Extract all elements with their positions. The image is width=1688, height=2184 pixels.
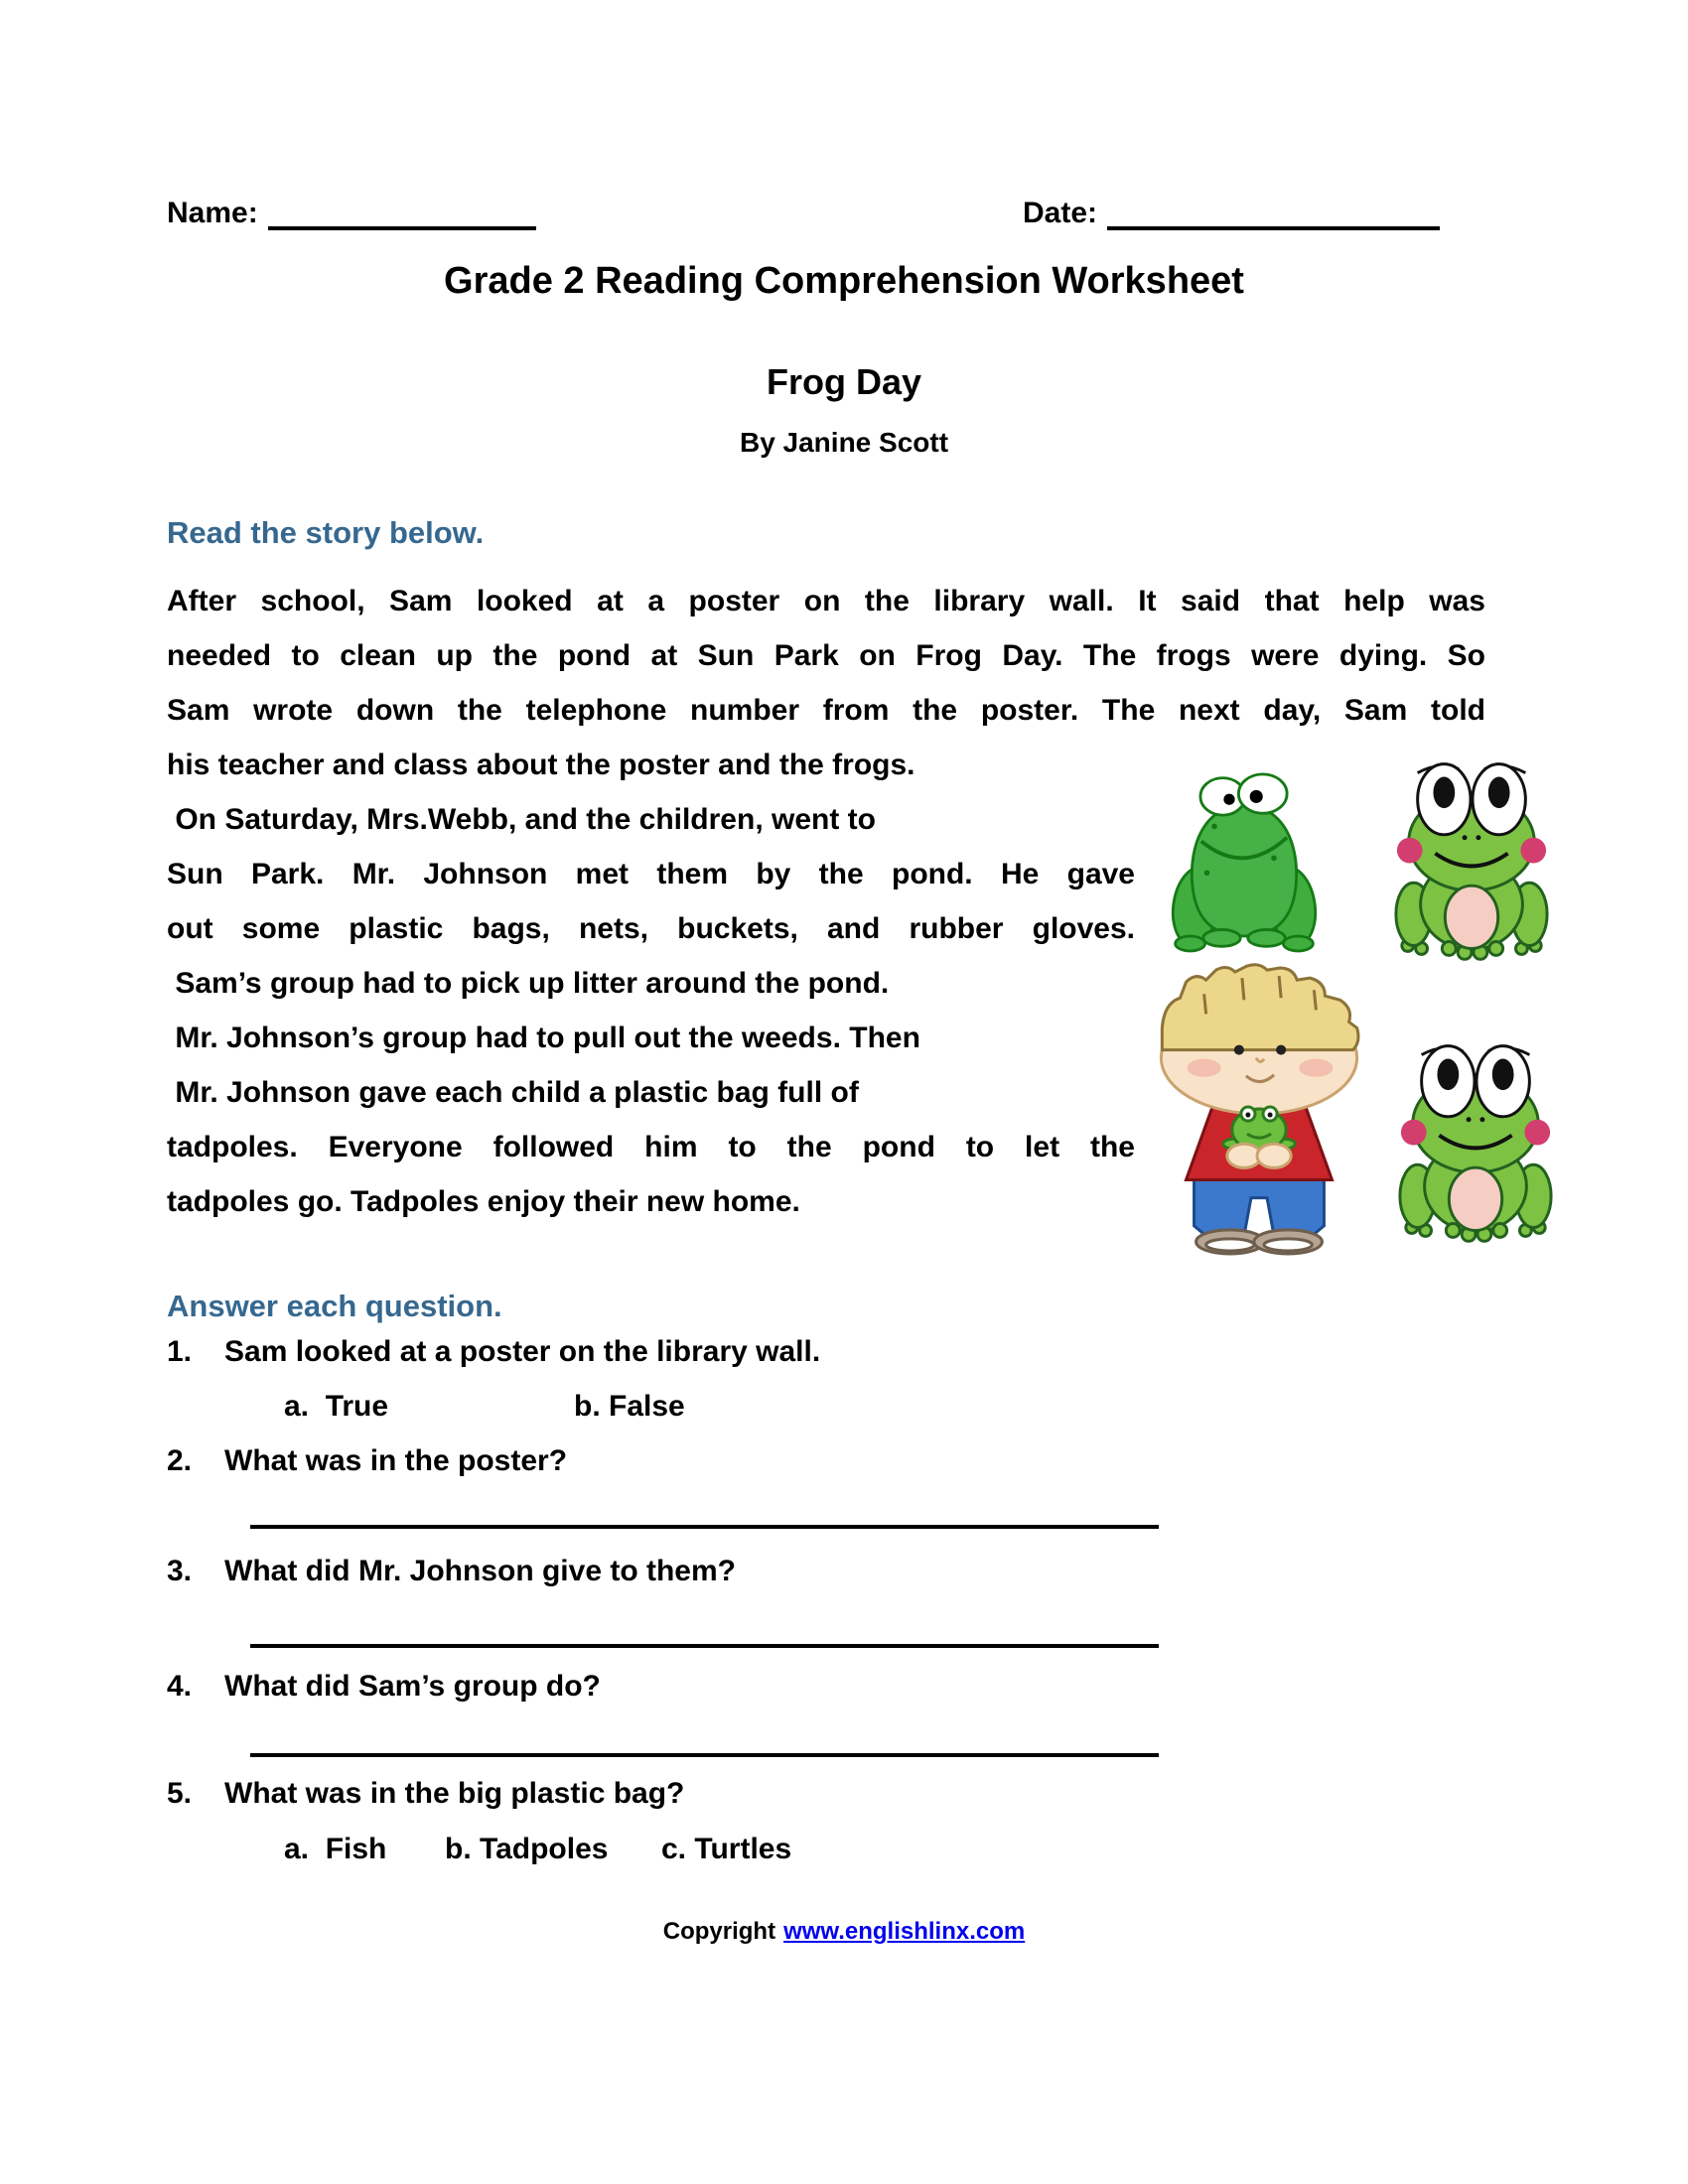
story-line: needed to clean up the pond at Sun Park on Frog Day. The frogs were dying. So	[167, 639, 1485, 672]
answer-line	[250, 1644, 1159, 1648]
answer-questions-heading: Answer each question.	[167, 1289, 502, 1323]
question-3	[167, 1555, 736, 1588]
question-5-options	[284, 1833, 791, 1866]
name-field	[167, 197, 536, 230]
question-number: 1.	[167, 1335, 193, 1368]
option-c: c. Turtles	[661, 1833, 792, 1865]
story-line: tadpoles go. Tadpoles enjoy their new home.	[167, 1185, 800, 1218]
option-b: b. Tadpoles	[445, 1833, 609, 1865]
story-line: Mr. Johnson gave each child a plastic bag full of	[167, 1076, 859, 1109]
question-1	[167, 1335, 820, 1369]
question-5	[167, 1777, 684, 1811]
story-line: tadpoles. Everyone followed him to the pond to let the	[167, 1131, 1135, 1163]
englishlinx-link[interactable]: www.englishlinx.com	[783, 1918, 1026, 1945]
story-line: On Saturday, Mrs.Webb, and the children, went to	[167, 803, 876, 836]
story-title: Frog Day	[766, 361, 922, 402]
question-number: 2.	[167, 1444, 193, 1477]
copyright-label: Copyright	[662, 1918, 776, 1945]
option-b: b. False	[574, 1390, 685, 1423]
question-text: What did Mr. Johnson give to them?	[224, 1555, 736, 1587]
answer-line	[250, 1525, 1159, 1529]
copyright-line	[0, 1918, 1688, 1946]
date-field	[1023, 197, 1440, 230]
date-blank-line	[1107, 197, 1440, 230]
green-frog-image	[1170, 764, 1319, 959]
answer-line	[250, 1753, 1159, 1757]
date-label: Date:	[1023, 197, 1098, 229]
read-story-heading: Read the story below.	[167, 515, 485, 550]
story-line: Sun Park. Mr. Johnson met them by the pond. He gave	[167, 858, 1135, 890]
boy-holding-frog-image	[1132, 958, 1386, 1258]
story-line: out some plastic bags, nets, buckets, and rubber gloves.	[167, 912, 1135, 945]
byline: By Janine Scott	[739, 427, 949, 458]
option-a: a. Fish	[284, 1833, 387, 1865]
story-line: his teacher and class about the poster and the frogs.	[167, 749, 915, 781]
question-text: Sam looked at a poster on the library wall.	[224, 1335, 821, 1368]
question-4	[167, 1670, 601, 1704]
page-title: Grade 2 Reading Comprehension Worksheet	[444, 260, 1244, 302]
question-2	[167, 1444, 567, 1478]
cute-frog-image	[1392, 1036, 1559, 1249]
option-a: a. True	[284, 1390, 389, 1423]
question-1-options	[284, 1390, 685, 1424]
name-label: Name:	[167, 197, 258, 229]
cute-frog-image	[1388, 754, 1555, 967]
name-blank-line	[268, 197, 536, 230]
question-text: What was in the big plastic bag?	[224, 1777, 685, 1810]
story-line: Sam’s group had to pick up litter around the pond.	[167, 967, 890, 1000]
story-line: After school, Sam looked at a poster on the library wall. It said that help was	[167, 585, 1485, 617]
question-number: 5.	[167, 1777, 193, 1810]
story-line: Mr. Johnson’s group had to pull out the weeds. Then	[167, 1022, 920, 1054]
question-number: 4.	[167, 1670, 193, 1703]
story-line: Sam wrote down the telephone number from the poster. The next day, Sam told	[167, 694, 1485, 727]
question-text: What did Sam’s group do?	[224, 1670, 601, 1703]
question-number: 3.	[167, 1555, 193, 1587]
question-text: What was in the poster?	[224, 1444, 568, 1477]
